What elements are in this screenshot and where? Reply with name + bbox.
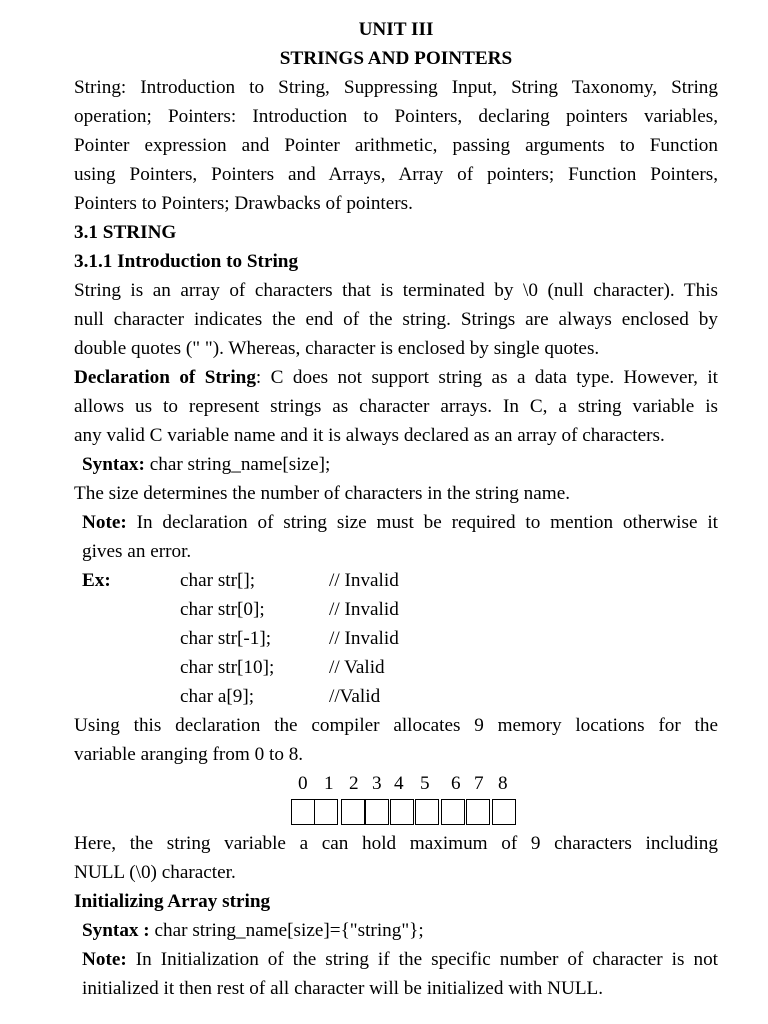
syntax-line xyxy=(74,450,718,479)
memory-index: 2 xyxy=(349,773,359,794)
syntax-code: char string_name[size]={"string"}; xyxy=(149,920,424,941)
declaration-paragraph xyxy=(74,363,718,450)
note-label: Note: xyxy=(82,949,127,970)
example-code: char str[]; xyxy=(180,570,256,591)
intro-line: operation; Pointers: Introduction to Pointers, declaring pointers variables, xyxy=(74,106,718,127)
example-row xyxy=(74,595,718,624)
example-row xyxy=(74,566,718,595)
declaration-line xyxy=(74,363,718,392)
note-line: gives an error. xyxy=(82,541,192,562)
memory-index: 8 xyxy=(498,773,508,794)
memory-index: 7 xyxy=(474,773,484,794)
declaration-label: Declaration of String xyxy=(74,367,256,388)
example-comment: // Valid xyxy=(329,657,385,678)
example-comment: //Valid xyxy=(329,686,381,707)
memory-cell xyxy=(365,799,389,825)
note-text: In Initialization of the string if the specific number of character is not xyxy=(126,949,718,970)
memory-index: 6 xyxy=(451,773,461,794)
note-text: In declaration of string size must be required to mention otherwise it xyxy=(126,512,718,533)
allocation-line: variable aranging from 0 to 8. xyxy=(74,744,304,765)
memory-cell xyxy=(441,799,465,825)
syntax-line xyxy=(74,916,718,945)
example-comment: // Invalid xyxy=(329,599,399,620)
example-comment: // Invalid xyxy=(329,628,399,649)
intro-paragraph xyxy=(74,73,718,218)
init-heading: Initializing Array string xyxy=(74,891,271,912)
note-line: initialized it then rest of all character will be initialized with NULL. xyxy=(82,978,604,999)
declaration-line: any valid C variable name and it is always declared as an array of characters. xyxy=(74,425,665,446)
string-definition xyxy=(74,276,718,363)
memory-index: 1 xyxy=(324,773,334,794)
unit-heading: UNIT III xyxy=(358,19,434,40)
note-paragraph xyxy=(74,508,718,566)
note-paragraph xyxy=(74,945,718,1003)
example-comment: // Invalid xyxy=(329,570,399,591)
memory-cell xyxy=(341,799,365,825)
hold-line: Here, the string variable a can hold maximum of 9 characters including xyxy=(74,833,718,854)
memory-index: 5 xyxy=(420,773,430,794)
memory-cell xyxy=(415,799,439,825)
note-label: Note: xyxy=(82,512,127,533)
syntax-label: Syntax : xyxy=(82,920,150,941)
intro-line: String: Introduction to String, Suppressing Input, String Taxonomy, String xyxy=(74,77,718,98)
note-line xyxy=(82,508,718,537)
memory-cell xyxy=(390,799,414,825)
examples-label: Ex: xyxy=(82,570,111,591)
syntax-label: Syntax: xyxy=(82,454,145,475)
unit-title: STRINGS AND POINTERS xyxy=(279,48,513,69)
note-line xyxy=(82,945,718,974)
allocation-line: Using this declaration the compiler allocates 9 memory locations for the xyxy=(74,715,718,736)
section-heading: 3.1 STRING xyxy=(74,222,177,243)
memory-index-row xyxy=(74,769,718,798)
size-text: The size determines the number of characters in the string name. xyxy=(74,483,571,504)
memory-cell xyxy=(291,799,315,825)
memory-index: 3 xyxy=(372,773,382,794)
example-code: char str[-1]; xyxy=(180,628,272,649)
hold-paragraph xyxy=(74,829,718,887)
syntax-code: char string_name[size]; xyxy=(144,454,331,475)
subsection-heading: 3.1.1 Introduction to String xyxy=(74,251,299,272)
memory-cell xyxy=(466,799,490,825)
definition-line: null character indicates the end of the string. Strings are always enclosed by xyxy=(74,309,718,330)
example-row xyxy=(74,653,718,682)
intro-line: Pointers to Pointers; Drawbacks of pointers. xyxy=(74,193,413,214)
example-row xyxy=(74,624,718,653)
examples-block xyxy=(74,566,718,711)
intro-line: Pointer expression and Pointer arithmetic, passing arguments to Function xyxy=(74,135,718,156)
example-row xyxy=(74,682,718,711)
hold-line: NULL (\0) character. xyxy=(74,862,236,883)
example-code: char a[9]; xyxy=(180,686,255,707)
memory-index: 0 xyxy=(298,773,308,794)
memory-cell xyxy=(492,799,516,825)
document-page xyxy=(74,15,718,1003)
example-code: char str[0]; xyxy=(180,599,265,620)
memory-index: 4 xyxy=(394,773,404,794)
allocation-paragraph xyxy=(74,711,718,769)
intro-line: using Pointers, Pointers and Arrays, Array of pointers; Function Pointers, xyxy=(74,164,718,185)
example-code: char str[10]; xyxy=(180,657,275,678)
memory-cells xyxy=(74,798,718,829)
declaration-line: allows us to represent strings as character arrays. In C, a string variable is xyxy=(74,396,718,417)
definition-line: String is an array of characters that is terminated by \0 (null character). This xyxy=(74,280,718,301)
definition-line: double quotes (" "). Whereas, character is enclosed by single quotes. xyxy=(74,338,600,359)
declaration-text: : C does not support string as a data type. However, it xyxy=(255,367,718,388)
memory-cell xyxy=(314,799,338,825)
